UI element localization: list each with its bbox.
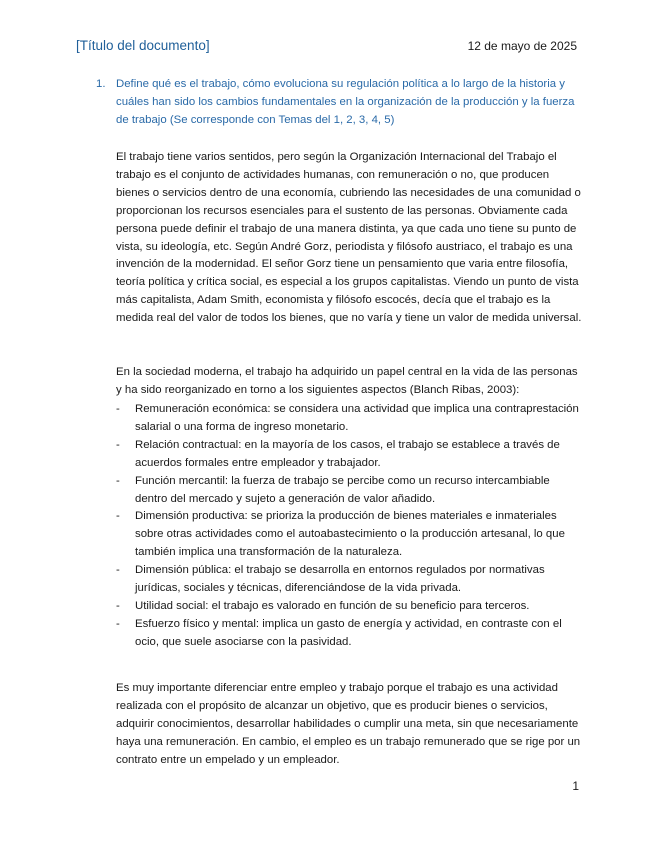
paragraph-modern-society: En la sociedad moderna, el trabajo ha adquirido un papel central en la vida de las personas y ha sido reorganizado en torno a los siguientes aspectos (Blanch Ribas, 2003): (116, 366, 578, 396)
bullet-dash: - (116, 564, 120, 577)
bullet-dash: - (116, 599, 120, 612)
header-date: 12 de mayo de 2025 (467, 39, 577, 53)
list-item (116, 616, 584, 652)
list-item-text: Dimensión pública: el trabajo se desarrolla en entornos regulados por normativas jurídicas, sociales y técnicas, diferenciándose de la vida privada. (135, 564, 545, 595)
list-item (116, 437, 584, 473)
paragraph-definition: El trabajo tiene varios sentidos, pero según la Organización Internacional del Trabajo el trabajo es el conjunto de actividades humanas, con remuneración o no, que producen bienes o servicios dentro de una economía, cubriendo las necesidades de una comunidad o proporcionan los recursos esenciales para el sustento de las personas. Obviamente cada persona puede definir el trabajo de una manera distinta, ya que cada uno tiene su punto de vista, su ideología, etc. Según André Gorz, periodista y filósofo austriaco, el trabajo es una invención de la modernidad. El señor Gorz tiene un pensamiento que varia entre filosofía, teoría política y crítica social, es especial a los grupos capitalistas. Viendo un punto de vista más capitalista, Adam Smith, economista y filósofo escocés, decía que el trabajo es la medida real del valor de todos los bienes, que no varía y tiene un valor de medida universal. (116, 151, 582, 325)
list-item-text: Esfuerzo físico y mental: implica un gasto de energía y actividad, en contraste con el ocio, que suele asociarse con la pasividad. (135, 617, 562, 648)
paragraph-empleo-vs-trabajo: Es muy importante diferenciar entre empleo y trabajo porque el trabajo es una actividad realizada con el propósito de alcanzar un objetivo, que es producir bienes o servicios, adquirir conocimientos, desarrollar habilidades o cumplir una meta, sin que necesariamente haya una remuneración. En cambio, el empleo es un trabajo remunerado que se rige por un contrato entre un empelado y un empleador. (116, 682, 581, 766)
list-item-text: Utilidad social: el trabajo es valorado en función de su beneficio para terceros. (135, 599, 530, 612)
list-item (116, 598, 584, 616)
bullet-dash: - (116, 403, 120, 415)
question-number: 1. (96, 78, 106, 90)
bullet-dash: - (116, 510, 120, 523)
list-item (116, 508, 584, 562)
list-item (116, 562, 584, 598)
question-heading (96, 75, 582, 130)
bullet-dash: - (116, 617, 120, 630)
list-item (116, 401, 584, 437)
page-number: 1 (572, 779, 579, 793)
document-title-placeholder[interactable]: [Título del documento] (76, 38, 210, 53)
list-item (116, 473, 584, 509)
list-item-text: Remuneración económica: se considera una actividad que implica una contraprestación salarial o una forma de ingreso monetario. (135, 403, 579, 433)
bullet-dash: - (116, 438, 120, 451)
list-item-text: Función mercantil: la fuerza de trabajo se percibe como un recurso intercambiable dentro del mercado y sujeto a generación de valor añadido. (135, 474, 550, 505)
list-item-text: Dimensión productiva: se prioriza la producción de bienes materiales e inmateriales sobre otras actividades como el autoabastecimiento o la producción artesanal, lo que también implica una transformación de la naturaleza. (135, 510, 565, 559)
aspects-list (116, 401, 584, 652)
bullet-dash: - (116, 474, 120, 487)
list-item-text: Relación contractual: en la mayoría de los casos, el trabajo se establece a través de acuerdos formales entre empleador y trabajador. (135, 438, 560, 469)
question-text: Define qué es el trabajo, cómo evoluciona su regulación política a lo largo de la historia y cuáles han sido los cambios fundamentales en la organización de la producción y la fuerza de trabajo (Se corresponde con Temas del 1, 2, 3, 4, 5) (116, 78, 575, 127)
